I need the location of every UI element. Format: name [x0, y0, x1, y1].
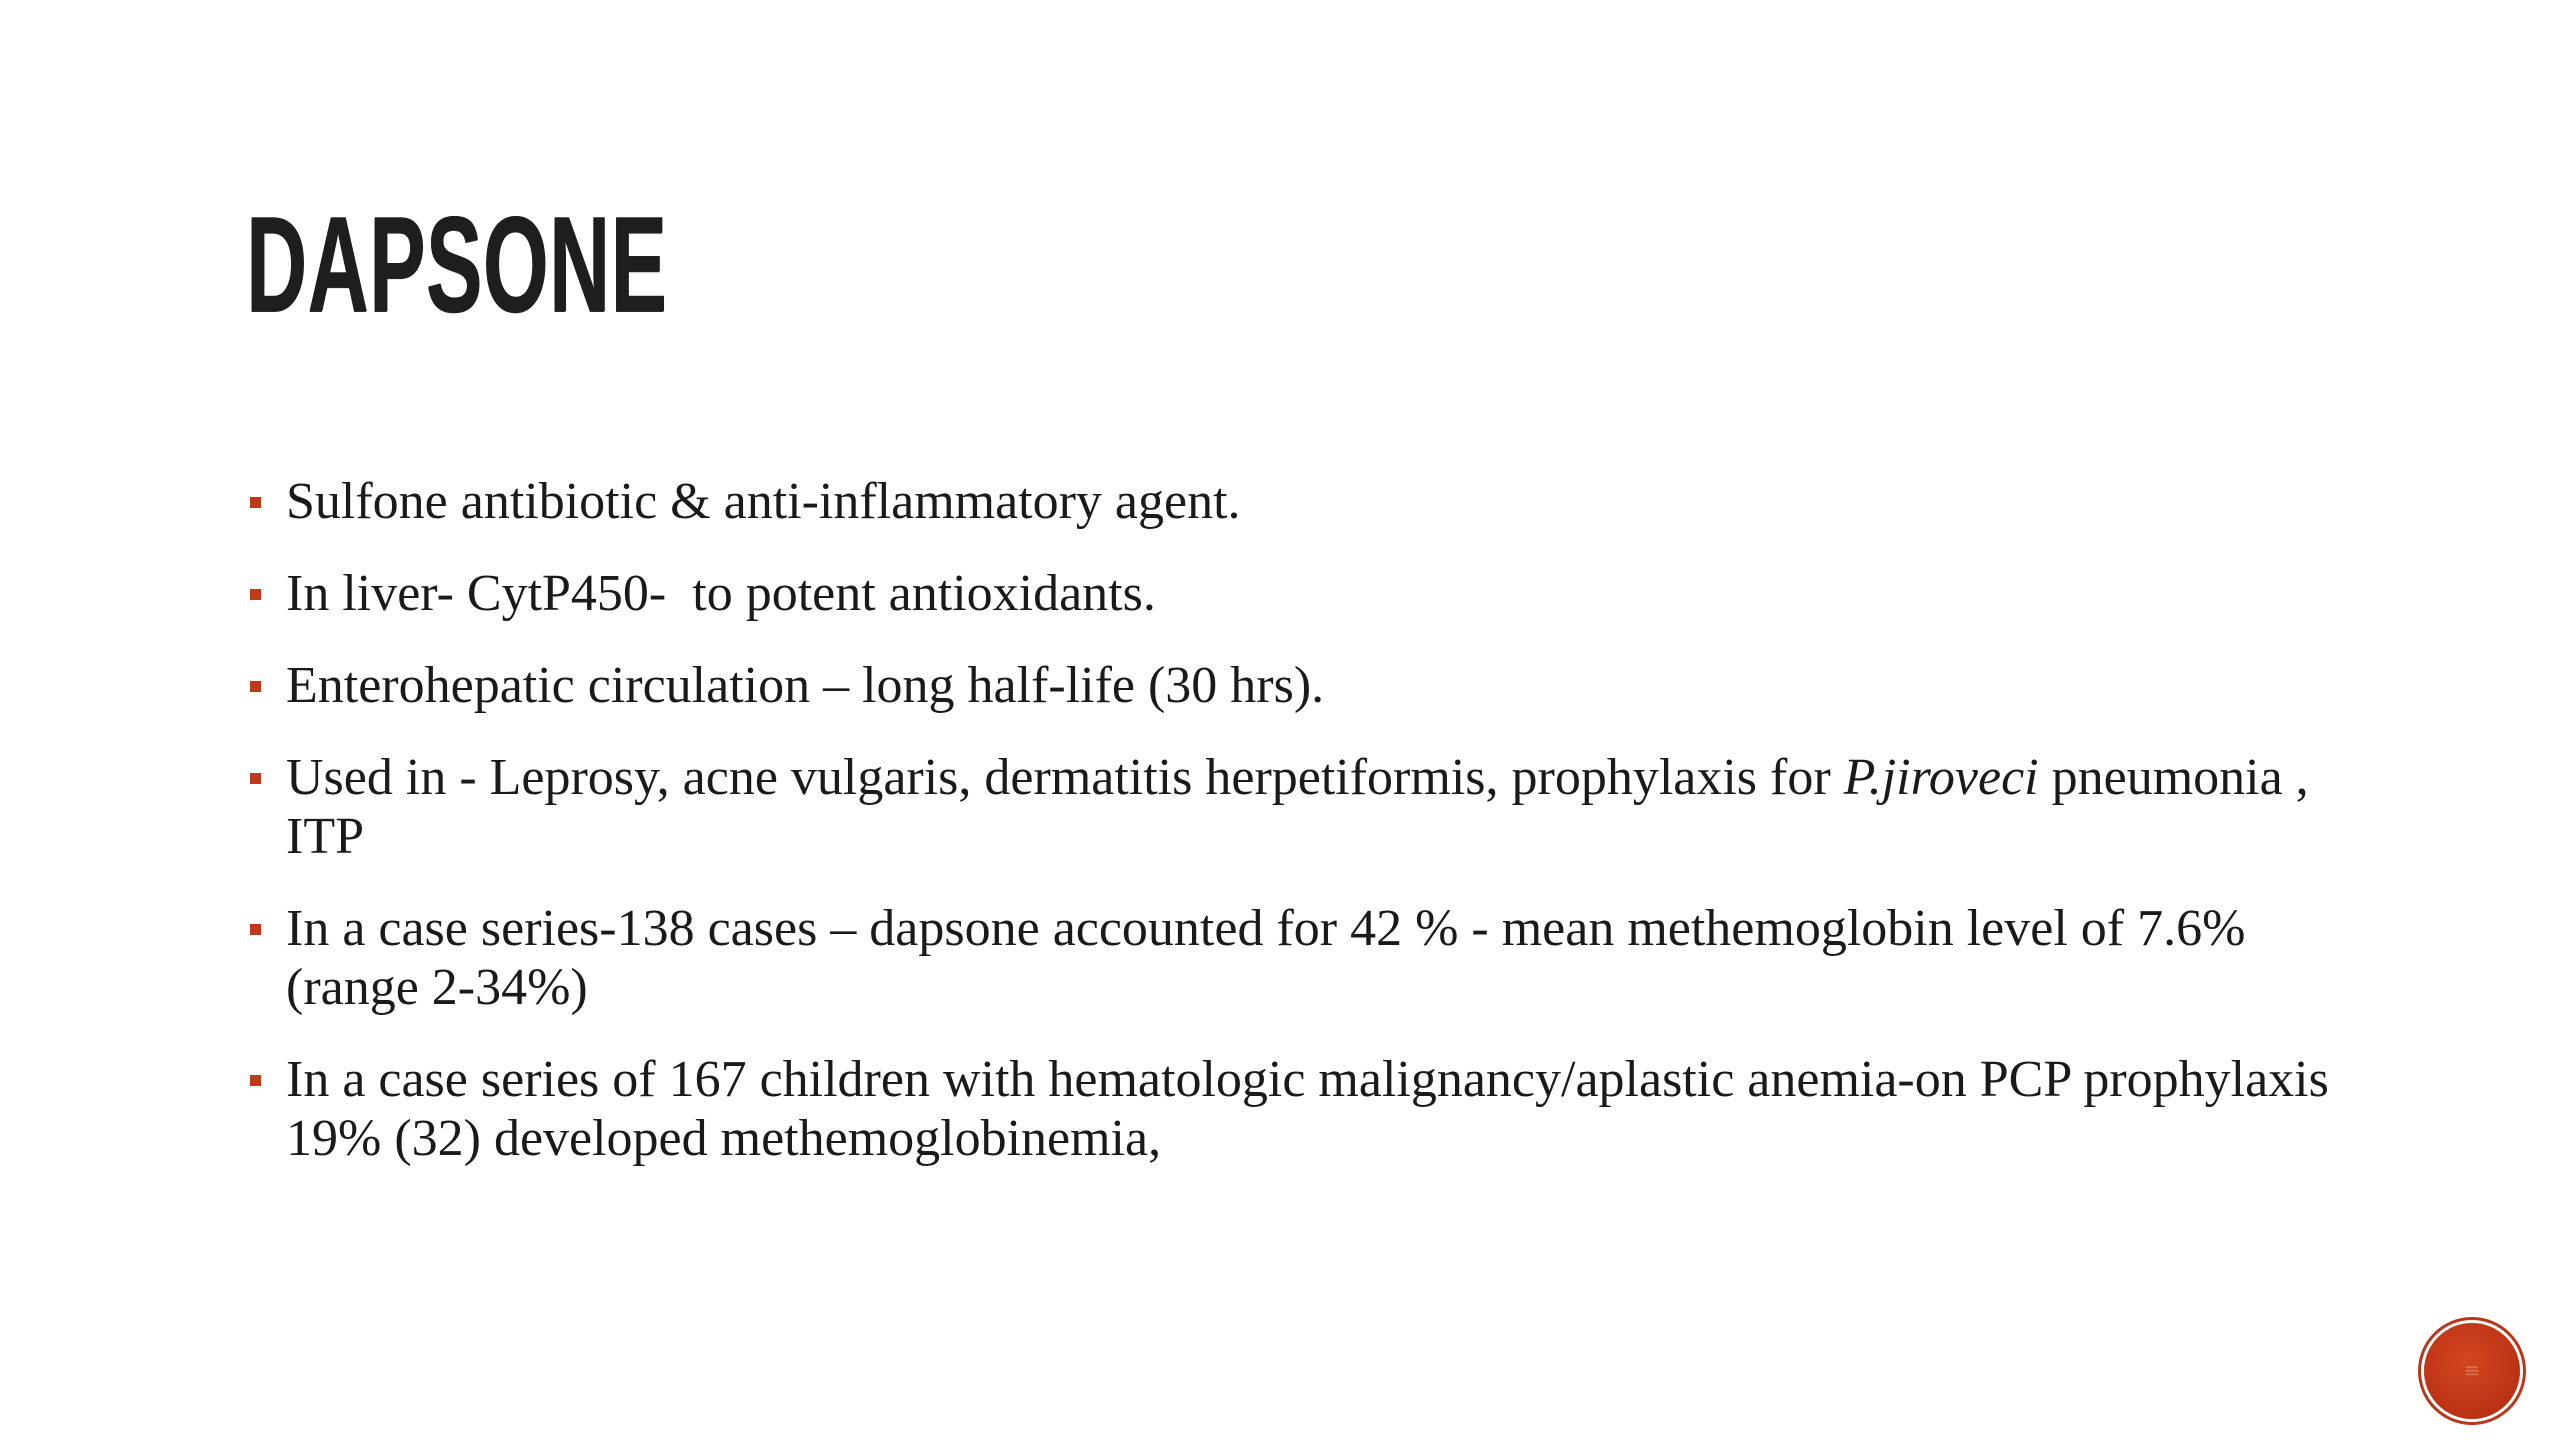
bullet-text: Enterohepatic circulation – long half-life (30 hrs). — [286, 657, 1325, 714]
organism-name: P.jiroveci — [1843, 749, 2039, 806]
bullet-item — [246, 564, 2386, 623]
bullet-text-part: Used in - Leprosy, acne vulgaris, dermatitis herpetiformis, prophylaxis for — [286, 749, 1844, 806]
nav-circle-icon: ≡ — [2463, 1358, 2481, 1382]
bullet-item — [246, 472, 2386, 531]
square-bullet-icon — [250, 924, 261, 935]
bullet-text: In a case series of 167 children with hematologic malignancy/aplastic anemia-on PCP prophylaxis 19% (32) developed methemoglobinemia, — [286, 1051, 2342, 1167]
bullet-list — [246, 472, 2386, 1201]
bullet-item — [246, 1050, 2386, 1168]
bullet-text: In a case series-138 cases – dapsone accounted for 42 % - mean methemoglobin level of 7.6% (range 2-34%) — [286, 900, 2259, 1016]
bullet-text: In liver- CytP450- to potent antioxidants. — [286, 565, 1156, 622]
square-bullet-icon — [250, 773, 261, 784]
square-bullet-icon — [250, 1075, 261, 1086]
bullet-text: Sulfone antibiotic & anti-inflammatory agent. — [286, 473, 1241, 530]
bullet-text-part: pneumonia , ITP — [286, 749, 2322, 865]
square-bullet-icon — [250, 589, 261, 600]
square-bullet-icon — [250, 681, 261, 692]
slide-nav-button[interactable] — [2424, 1323, 2520, 1419]
square-bullet-icon — [250, 497, 261, 508]
bullet-item — [246, 748, 2386, 866]
bullet-item — [246, 656, 2386, 715]
slide-title: DAPSONE — [246, 188, 668, 340]
bullet-item — [246, 899, 2386, 1017]
bullet-text — [286, 749, 2322, 865]
